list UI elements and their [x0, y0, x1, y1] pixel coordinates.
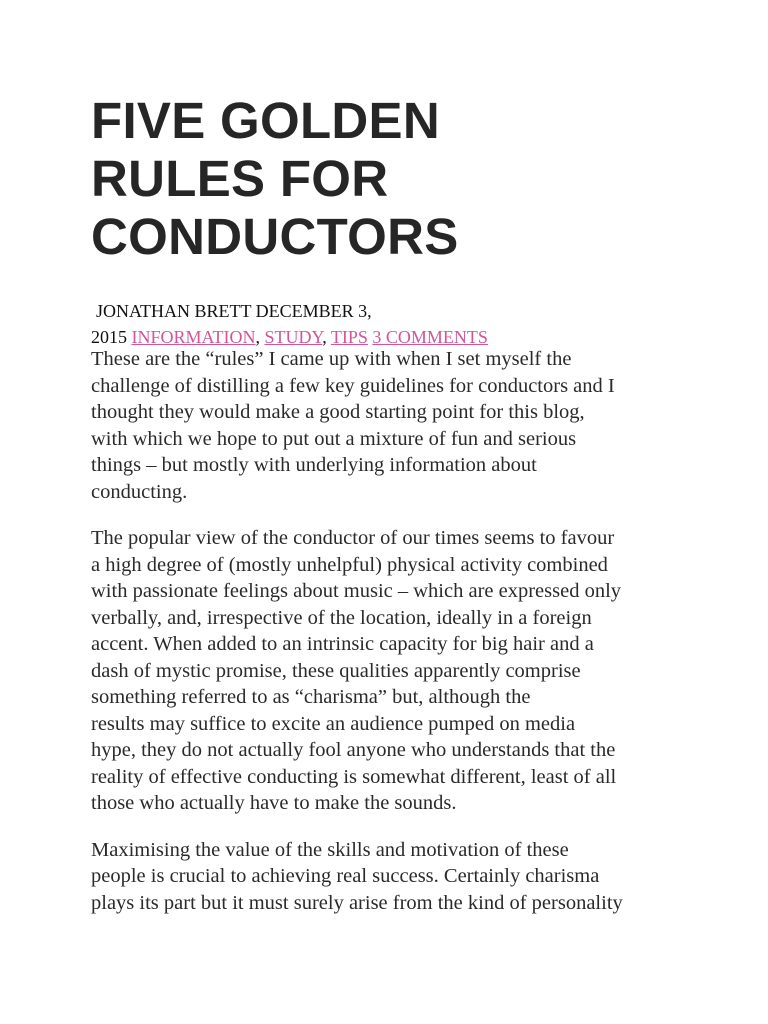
text-line: verbally, and, irrespective of the location, ideally in a foreign	[91, 606, 592, 629]
text-line: things – but mostly with underlying information about	[91, 454, 537, 476]
category-link-study[interactable]: STUDY	[264, 327, 323, 347]
text-line: challenge of distilling a few key guidelines for conductors and I	[91, 374, 615, 397]
category-link-tips[interactable]: TIPS	[330, 327, 368, 347]
text-line: The popular view of the conductor of our times seems to favour	[91, 527, 615, 549]
text-line: people is crucial to achieving real success. Certainly charisma	[91, 865, 600, 887]
text-line: results may suffice to excite an audience pumped on media	[91, 712, 576, 735]
text-line: accent. When added to an intrinsic capacity for big hair and a	[91, 633, 594, 655]
author-date: JONATHAN BRETT DECEMBER 3,	[96, 301, 372, 321]
text-line: a high degree of (mostly unhelpful) physical activity combined	[91, 553, 608, 576]
text-line: Maximising the value of the skills and motivation of these	[91, 838, 569, 861]
text-line: reality of effective conducting is somewhat different, least of all	[91, 765, 617, 788]
article-title	[91, 92, 691, 266]
paragraph	[91, 837, 691, 917]
paragraph	[91, 525, 691, 817]
text-line: These are the “rules” I came up with when I set myself the	[91, 348, 572, 370]
separator: ,	[322, 327, 327, 347]
title-line: CONDUCTORS	[91, 208, 459, 265]
title-line: FIVE GOLDEN	[91, 92, 440, 149]
text-line: those who actually have to make the sounds.	[91, 792, 457, 814]
text-line: hype, they do not actually fool anyone who understands that the	[91, 739, 616, 761]
paragraph	[91, 346, 691, 505]
title-line: RULES FOR	[91, 150, 389, 207]
text-line: with passionate feelings about music – which are expressed only	[91, 580, 622, 602]
text-line: with which we hope to put out a mixture of fun and serious	[91, 427, 577, 450]
text-line: thought they would make a good starting point for this blog,	[91, 401, 585, 423]
text-line: plays its part but it must surely arise from the kind of personality	[91, 891, 623, 914]
text-line: dash of mystic promise, these qualities apparently comprise	[91, 659, 581, 682]
article-body	[91, 346, 691, 936]
year: 2015	[91, 327, 127, 347]
text-line: conducting.	[91, 480, 188, 503]
separator: ,	[255, 327, 261, 347]
comments-link[interactable]: 3 COMMENTS	[372, 327, 488, 347]
category-link-information[interactable]: INFORMATION	[131, 327, 256, 347]
text-line: something referred to as “charisma” but, although the	[91, 686, 531, 708]
article-meta	[91, 298, 691, 350]
